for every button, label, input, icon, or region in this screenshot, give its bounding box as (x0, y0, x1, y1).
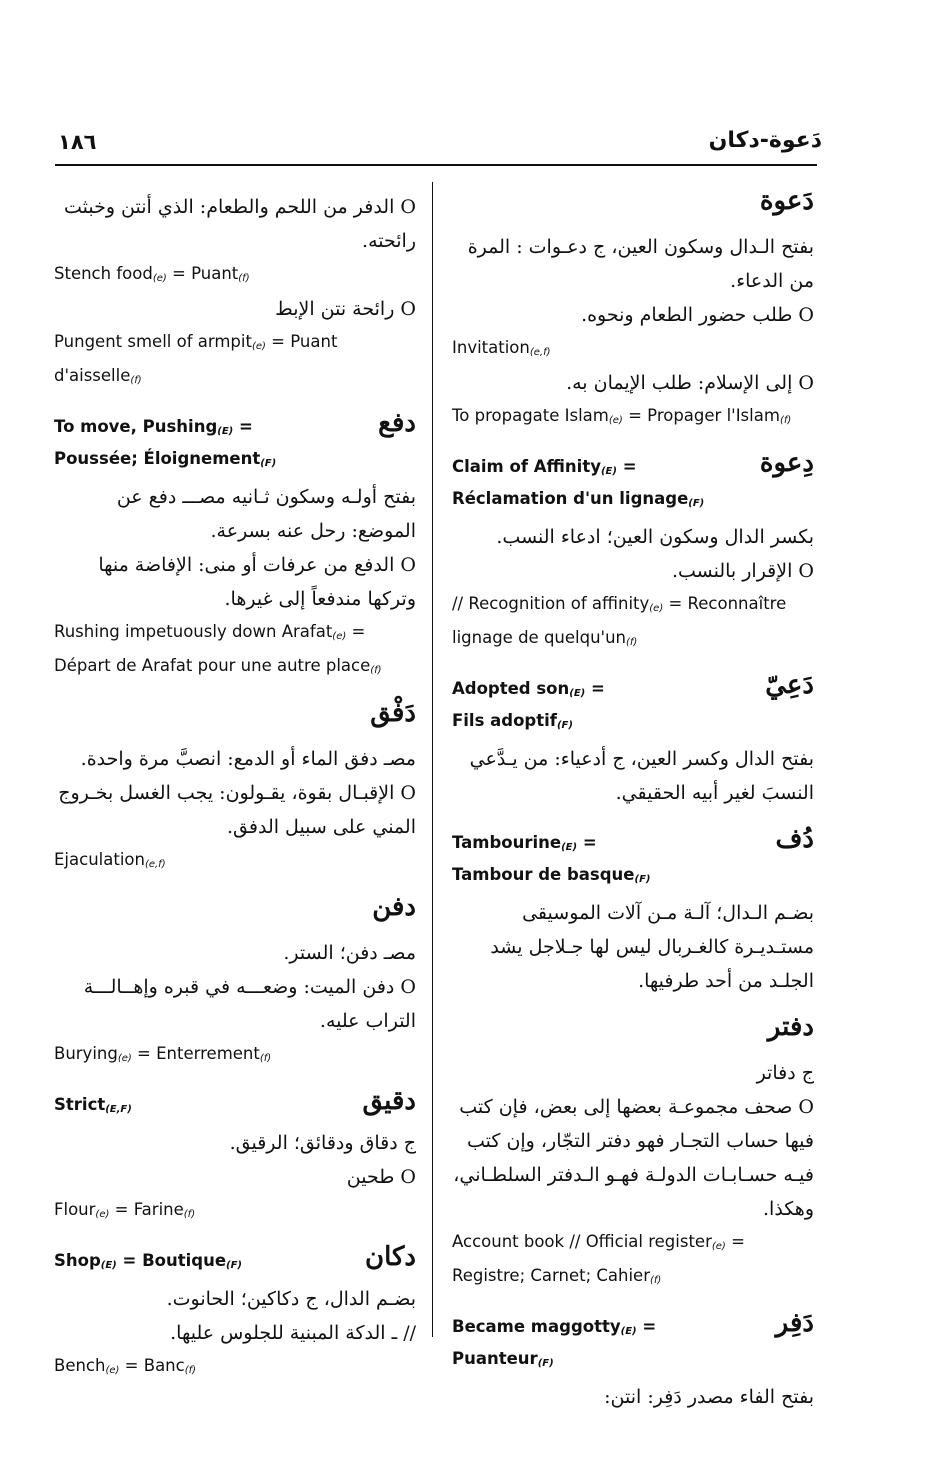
entry-head (452, 1308, 814, 1376)
gender-marker: (F) (260, 458, 277, 469)
arabic-definition: بضـم الـدال؛ آلـة مـن آلات الموسيقى مستـديـرة كالغـربال ليس لها جـلاجل يشد الجلـد من أحد طرفيها. (490, 902, 814, 992)
gender-marker: (e) (251, 341, 266, 352)
english-headword: Puanteur$_{(F)}$ (452, 1349, 554, 1369)
gender-marker: (E) (569, 688, 586, 699)
gender-marker: (f) (259, 1053, 272, 1064)
gender-marker: (E) (600, 466, 617, 477)
entry-head (452, 670, 814, 738)
arabic-definition: مصـ دفن؛ الستر. (283, 942, 416, 964)
arabic-headword: دفتر (767, 1012, 814, 1042)
english-headword: To move, Pushing$_{(E)}$ = (54, 417, 253, 437)
entry-head (54, 408, 416, 476)
gender-marker: (e) (608, 415, 623, 426)
arabic-definition: ج دقاق ودقائق؛ الرقيق. (229, 1132, 416, 1154)
arabic-headword: دَفِر (775, 1308, 814, 1338)
arabic-definition: مصـ دفق الماء أو الدمع: انصبَّ مرة واحدة. (80, 748, 416, 770)
entry-head (452, 448, 814, 516)
arabic-headword: دِعوة (759, 448, 814, 478)
translation-line: Burying$_{(e)}$ = Enterrement$_{(f)}$ (54, 1044, 272, 1064)
translation-line: Bench$_{(e)}$ = Banc$_{(f)}$ (54, 1356, 197, 1376)
gender-marker: (f) (130, 375, 142, 386)
arabic-headword: دقيق (362, 1086, 416, 1116)
gender-marker: (f) (370, 665, 382, 676)
arabic-definition: ج دفاتر (756, 1062, 814, 1084)
arabic-headword: دفن (372, 892, 416, 922)
gender-marker: (f) (626, 637, 638, 648)
english-headword: Strict$_{(E,F)}$ (54, 1095, 132, 1115)
gender-marker: (e) (152, 273, 167, 284)
translation-line: Invitation$_{(e,f)}$ (452, 338, 551, 358)
arabic-headword: دُف (775, 824, 814, 854)
english-headword: Tambour de basque$_{(F)}$ (452, 865, 651, 885)
gender-marker: (f) (779, 415, 792, 426)
arabic-definition: بفتح أولـه وسكون ثـانيه مصـــ دفع عن الموضع: رحل عنه بسرعة. (116, 486, 416, 542)
entry-head (452, 1012, 814, 1052)
gender-marker: (F) (556, 720, 573, 731)
gender-marker: (F) (226, 1260, 243, 1271)
gender-marker: (e) (711, 1241, 726, 1252)
gender-marker: (e,f) (144, 859, 166, 870)
arabic-definition: O الإقبـال بقوة، يقـولون: يجب الغسل بخـروج المني على سبيل الدفق. (58, 782, 416, 838)
gender-marker: (e) (95, 1209, 110, 1220)
arabic-definition: O طلب حضور الطعام ونحوه. (581, 304, 814, 326)
arabic-headword: دفع (378, 408, 416, 438)
right-column (452, 186, 814, 1432)
dictionary-entry (452, 186, 814, 434)
english-headword: Réclamation d'un lignage$_{(F)}$ (452, 489, 705, 509)
gender-marker: (f) (238, 273, 250, 284)
running-title: دَعوة-دكان (708, 128, 822, 153)
dictionary-entry (452, 670, 814, 810)
gender-marker: (E) (217, 426, 234, 437)
gender-marker: (E) (561, 842, 578, 853)
gender-marker: (F) (537, 1358, 554, 1369)
gender-marker: (E,F) (105, 1104, 132, 1115)
english-headword: Shop$_{(E)}$ = Boutique$_{(F)}$ (54, 1251, 243, 1271)
gender-marker: (F) (634, 874, 651, 885)
arabic-definition: بكسر الدال وسكون العين؛ ادعاء النسب. (496, 526, 814, 548)
arabic-definition: O صحف مجموعـة بعضها إلى بعض، فإن كتب فيها حساب التجـار فهو دفتر التجّار، وإن كتب فيـه حسـابـات الدولـة فهـو الـدفتر السلطـاني، وهكذا. (453, 1096, 814, 1220)
arabic-definition: O طحين (346, 1166, 416, 1188)
translation-line: Flour$_{(e)}$ = Farine$_{(f)}$ (54, 1200, 196, 1220)
gender-marker: (f) (183, 1209, 196, 1220)
entry-head (54, 892, 416, 932)
dictionary-entry (452, 1308, 814, 1414)
arabic-definition: O رائحة نتن الإبط (275, 298, 416, 320)
arabic-definition: O إلى الإسلام: طلب الإيمان به. (566, 372, 814, 394)
gender-marker: (e) (332, 631, 347, 642)
dictionary-entry (452, 448, 814, 656)
arabic-definition: O الدفر من اللحم والطعام: الذي أنتن وخبثت رائحته. (63, 196, 416, 252)
entry-head (54, 1086, 416, 1122)
arabic-definition: O الدفع من عرفات أو منى: الإفاضة منها وتركها مندفعاً إلى غيرها. (98, 554, 416, 610)
arabic-headword: دَعوة (759, 186, 814, 216)
dictionary-entry (54, 408, 416, 684)
dictionary-entry (54, 698, 416, 878)
gender-marker: (f) (184, 1365, 197, 1376)
translation-line: Account book // Official register$_{(e)}$ = Registre; Carnet; Cahier$_{(f)}$ (452, 1232, 745, 1286)
dictionary-entry (54, 1242, 416, 1384)
arabic-definition: // ـ الدكة المبنية للجلوس عليها. (170, 1322, 416, 1344)
dictionary-entry (54, 1086, 416, 1228)
left-column (54, 190, 416, 1402)
arabic-definition: O الإقرار بالنسب. (671, 560, 814, 582)
gender-marker: (e) (117, 1053, 132, 1064)
header-rule (55, 164, 817, 166)
gender-marker: (E) (100, 1260, 117, 1271)
arabic-headword: دَفْق (370, 698, 416, 728)
arabic-headword: دَعِيّ (765, 670, 814, 700)
arabic-definition: O دفن الميت: وضعـــه في قبره وإهــالـــة التراب عليه. (83, 976, 416, 1032)
english-headword: Fils adoptif$_{(F)}$ (452, 711, 573, 731)
gender-marker: (E) (620, 1326, 637, 1337)
arabic-headword: دكان (365, 1242, 416, 1272)
column-divider (432, 182, 433, 1337)
gender-marker: (f) (650, 1275, 662, 1286)
translation-line: Rushing impetuously down Arafat$_{(e)}$ = Départ de Arafat pour une autre place$_{(f)}$ (54, 622, 382, 676)
dictionary-entry (452, 1012, 814, 1294)
dictionary-entry (54, 892, 416, 1072)
translation-line: // Recognition of affinity$_{(e)}$ = Reconnaître lignage de $quelqu'un_{(f)}$ (452, 594, 787, 648)
arabic-definition: بضـم الدال، ج دكاكين؛ الحانوت. (166, 1288, 416, 1310)
gender-marker: (e) (649, 603, 664, 614)
translation-line: To propagate Islam$_{(e)}$ = Propager l'Islam$_{(f)}$ (452, 406, 792, 426)
dictionary-entry (452, 824, 814, 998)
english-headword: Poussée; Éloignement$_{(F)}$ (54, 449, 277, 469)
arabic-definition: بفتح الـدال وسكون العين، ج دعـوات : المرة من الدعاء. (467, 236, 814, 292)
gender-marker: (F) (688, 498, 705, 509)
english-headword: Tambourine$_{(E)}$ = (452, 833, 597, 853)
page-number: ١٨٦ (58, 130, 97, 154)
translation-line: Pungent smell of armpit$_{(e)}$ = Puant d'aisselle$_{(f)}$ (54, 332, 338, 386)
dictionary-entry (54, 190, 416, 394)
entry-head (452, 824, 814, 892)
entry-head (54, 1242, 416, 1278)
translation-line: Ejaculation$_{(e,f)}$ (54, 850, 166, 870)
entry-head (54, 698, 416, 738)
arabic-definition: بفتح الدال وكسر العين، ج أدعياء: من يـدَّعي النسبَ لغير أبيه الحقيقي. (469, 748, 814, 804)
english-headword: Claim of Affinity$_{(E)}$ = (452, 457, 637, 477)
gender-marker: (e) (105, 1365, 120, 1376)
english-headword: Adopted son$_{(E)}$ = (452, 679, 605, 699)
english-headword: Became maggotty$_{(E)}$ = (452, 1317, 657, 1337)
translation-line: Stench food$_{(e)}$ = Puant$_{(f)}$ (54, 264, 250, 284)
entry-head (452, 186, 814, 226)
gender-marker: (e,f) (529, 347, 551, 358)
arabic-definition: بفتح الفاء مصدر دَفِر: انتن: (604, 1386, 814, 1408)
